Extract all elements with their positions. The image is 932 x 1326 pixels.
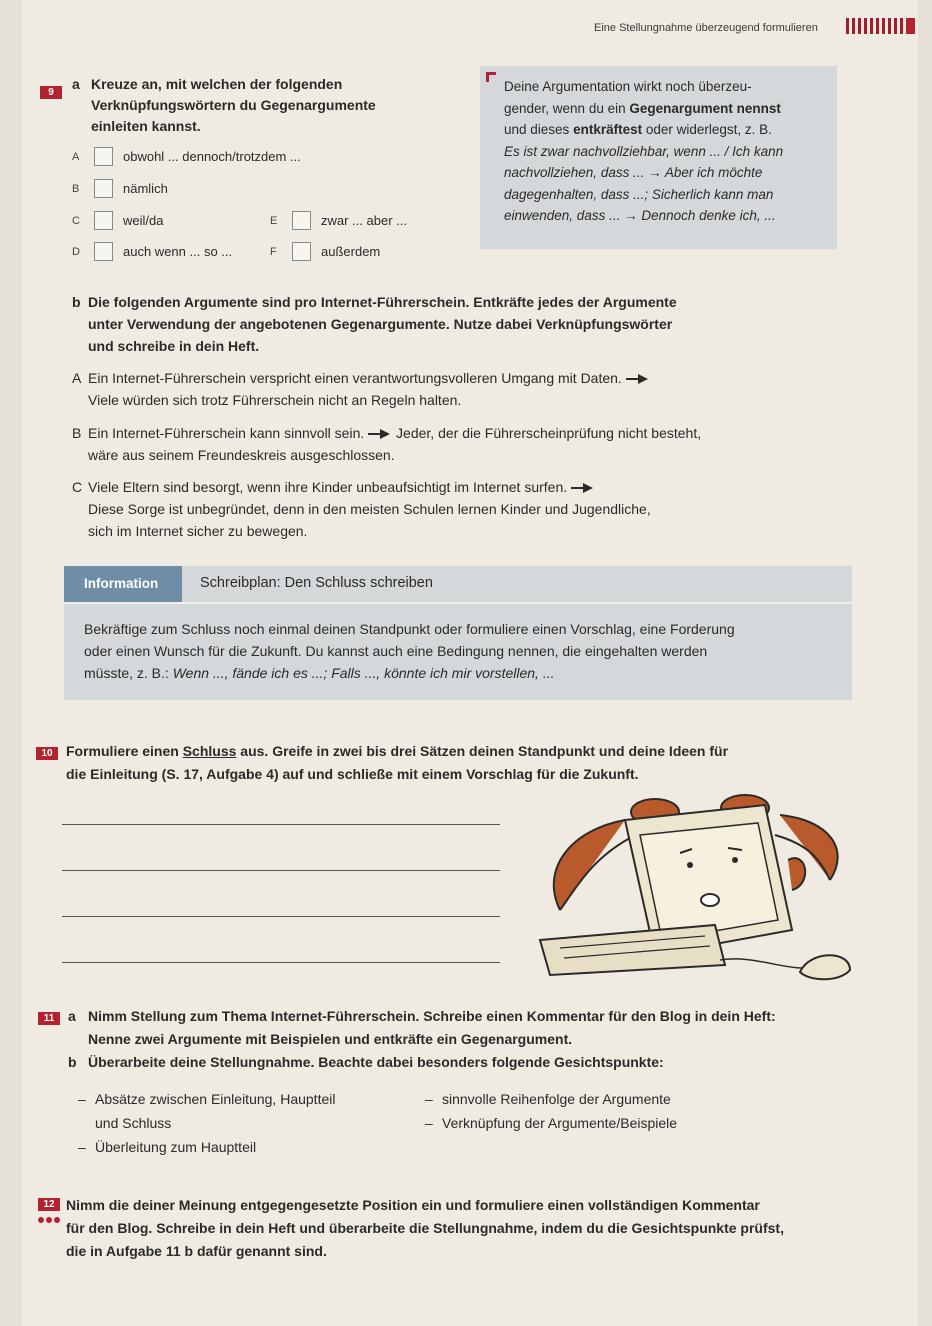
argument-b-letter: B xyxy=(72,425,82,441)
argument-b-line-1: Ein Internet-Führerschein kann sinnvoll sein. Jeder, der die Führerscheinprüfung nicht besteht, xyxy=(88,425,702,441)
tip-line-1: Deine Argumentation wirkt noch überzeu- xyxy=(504,79,752,94)
answer-line-1[interactable] xyxy=(62,824,500,825)
argument-a-line-1: Ein Internet-Führerschein verspricht einen verantwortungsvolleren Umgang mit Daten. xyxy=(88,368,650,389)
task-10-line-1: Formuliere einen Schluss aus. Greife in zwei bis drei Sätzen deinen Standpunkt und deine Ideen für xyxy=(66,743,729,759)
answer-line-2[interactable] xyxy=(62,870,500,871)
argument-a-letter: A xyxy=(72,370,82,386)
task-9a-text-1: Kreuze an, mit welchen der folgenden xyxy=(91,76,343,92)
argument-c-line-2: Diese Sorge ist unbegründet, denn in den meisten Schulen lernen Kinder und Jugendliche, xyxy=(88,501,651,517)
checkbox-a[interactable] xyxy=(94,147,113,166)
option-b[interactable]: B nämlich xyxy=(72,181,168,196)
information-title: Schreibplan: Den Schluss schreiben xyxy=(200,575,433,591)
arrow-icon xyxy=(571,483,595,493)
header-decoration xyxy=(846,18,915,34)
task-11-number: 11 xyxy=(38,1012,60,1025)
task-12-line-2: für den Blog. Schreibe in dein Heft und überarbeite die Stellungnahme, indem du die Gesichtspunkte prüfst, xyxy=(66,1220,784,1236)
argument-c-line-3: sich im Internet sicher zu bewegen. xyxy=(88,523,308,539)
checkbox-b[interactable] xyxy=(94,179,113,198)
task-11b-line-1: Überarbeite deine Stellungnahme. Beachte dabei besonders folgende Gesichtspunkte: xyxy=(88,1054,664,1070)
information-line-2: oder einen Wunsch für die Zukunft. Du kannst auch eine Bedingung nennen, die eingehalten werden xyxy=(84,643,708,659)
task-10-line-2: die Einleitung (S. 17, Aufgabe 4) auf und schließe mit einem Vorschlag für die Zukunft. xyxy=(66,766,639,782)
task-12-line-3: die in Aufgabe 11 b dafür genannt sind. xyxy=(66,1243,327,1259)
answer-line-3[interactable] xyxy=(62,916,500,917)
information-line-3: müsste, z. B.: Wenn ..., fände ich es ...; Falls ..., könnte ich mir vorstellen, ... xyxy=(84,665,555,681)
tip-line-2: gender, wenn du ein Gegenargument nennst xyxy=(504,100,781,116)
checkbox-c[interactable] xyxy=(94,211,113,230)
bullet-dash: – xyxy=(425,1115,433,1131)
tip-corner-mark xyxy=(486,72,496,82)
tip-line-6: dagegenhalten, dass ...; Sicherlich kann man xyxy=(504,186,774,202)
option-d[interactable]: D auch wenn ... so ... xyxy=(72,244,233,259)
checkbox-e[interactable] xyxy=(292,211,311,230)
task-11a-label: a xyxy=(68,1008,76,1024)
answer-line-4[interactable] xyxy=(62,962,500,963)
point-left-3: Überleitung zum Hauptteil xyxy=(95,1139,257,1155)
argument-b-line-2: wäre aus seinem Freundeskreis ausgeschlossen. xyxy=(88,447,395,463)
frustrated-computer-illustration xyxy=(530,790,875,985)
option-f[interactable]: F außerdem xyxy=(270,244,381,259)
information-divider xyxy=(64,602,852,604)
page-header-title: Eine Stellungnahme überzeugend formulieren xyxy=(594,22,818,34)
task-9b-text-3: und schreibe in dein Heft. xyxy=(88,338,260,354)
task-11a-line-1: Nimm Stellung zum Thema Internet-Führerschein. Schreibe einen Kommentar für den Blog in dein Heft: xyxy=(88,1008,776,1024)
information-box xyxy=(64,566,852,700)
task-9b-text-2: unter Verwendung der angebotenen Gegenargumente. Nutze dabei Verknüpfungswörter xyxy=(88,316,673,332)
task-12-number: 12 xyxy=(38,1198,60,1211)
tip-line-7: einwenden, dass ... → Dennoch denke ich, ... xyxy=(504,208,776,223)
task-11a-line-2: Nenne zwei Argumente mit Beispielen und entkräfte ein Gegenargument. xyxy=(88,1031,573,1047)
task-9-number: 9 xyxy=(40,86,62,99)
tip-line-3: und dieses entkräftest oder widerlegst, z. B. xyxy=(504,122,772,137)
information-line-1: Bekräftige zum Schluss noch einmal deinen Standpunkt oder formuliere einen Vorschlag, eine Forderung xyxy=(84,621,735,637)
task-9b-label: b xyxy=(72,294,81,310)
difficulty-dots xyxy=(38,1217,60,1223)
point-left-1: Absätze zwischen Einleitung, Hauptteil xyxy=(95,1091,336,1107)
option-a[interactable]: A obwohl ... dennoch/trotzdem ... xyxy=(72,149,301,164)
task-12-line-1: Nimm die deiner Meinung entgegengesetzte Position ein und formuliere einen vollständigen Kommentar xyxy=(66,1197,760,1213)
checkbox-d[interactable] xyxy=(94,242,113,261)
tip-box xyxy=(480,66,837,249)
argument-c-line-1: Viele Eltern sind besorgt, wenn ihre Kinder unbeaufsichtigt im Internet surfen. xyxy=(88,477,595,498)
argument-c-letter: C xyxy=(72,479,83,495)
arrow-icon xyxy=(626,374,650,384)
tip-line-5: nachvollziehen, dass ... → Aber ich möchte xyxy=(504,165,763,180)
information-tag: Information xyxy=(64,566,182,602)
option-e[interactable]: E zwar ... aber ... xyxy=(270,213,407,228)
arrow-icon xyxy=(368,429,392,439)
option-c[interactable]: C weil/da xyxy=(72,213,164,228)
checkbox-f[interactable] xyxy=(292,242,311,261)
point-right-2: Verknüpfung der Argumente/Beispiele xyxy=(442,1115,678,1131)
task-11b-label: b xyxy=(68,1054,77,1070)
task-9b-text-1: Die folgenden Argumente sind pro Internet-Führerschein. Entkräfte jedes der Argumente xyxy=(88,294,677,310)
information-body xyxy=(84,618,844,684)
point-left-2: und Schluss xyxy=(95,1115,172,1131)
tip-line-4: Es ist zwar nachvollziehbar, wenn ... / Ich kann xyxy=(504,143,784,159)
bullet-dash: – xyxy=(425,1091,433,1107)
bullet-dash: – xyxy=(78,1091,86,1107)
task-9a-label: a xyxy=(72,76,80,92)
bullet-dash: – xyxy=(78,1139,86,1155)
point-right-1: sinnvolle Reihenfolge der Argumente xyxy=(442,1091,671,1107)
argument-a-line-2: Viele würden sich trotz Führerschein nicht an Regeln halten. xyxy=(88,392,462,408)
task-9a-text-3: einleiten kannst. xyxy=(91,118,201,134)
task-9a-text-2: Verknüpfungswörtern du Gegenargumente xyxy=(91,97,376,113)
task-10-number: 10 xyxy=(36,747,58,760)
